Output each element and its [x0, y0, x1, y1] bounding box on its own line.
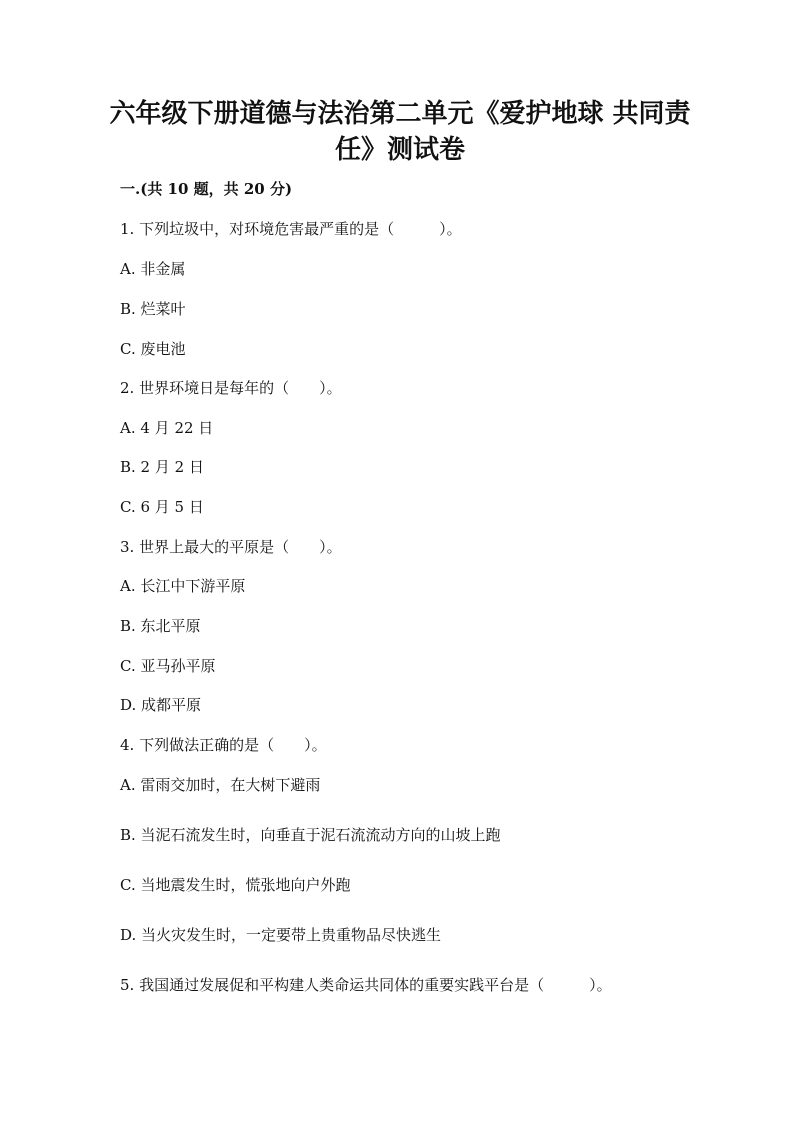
question-4-option-a: A. 雷雨交加时，在大树下避雨	[120, 776, 321, 794]
question-3-option-d: D. 成都平原	[120, 696, 202, 714]
question-2-option-b: B. 2 月 2 日	[120, 458, 204, 476]
question-4-stem: 4. 下列做法正确的是（ ）。	[120, 736, 327, 754]
question-2-option-c: C. 6 月 5 日	[120, 498, 204, 516]
question-4-option-d: D. 当火灾发生时，一定要带上贵重物品尽快逃生	[120, 926, 442, 944]
question-3-option-b: B. 东北平原	[120, 617, 201, 635]
question-1-option-b: B. 烂菜叶	[120, 300, 186, 318]
question-2-stem: 2. 世界环境日是每年的（ ）。	[120, 379, 342, 397]
question-3-option-c: C. 亚马孙平原	[120, 657, 216, 675]
question-3-option-a: A. 长江中下游平原	[120, 577, 246, 595]
question-4-option-c: C. 当地震发生时，慌张地向户外跑	[120, 876, 351, 894]
section-heading: 一.(共 10 题，共 20 分)	[120, 180, 293, 198]
question-5-stem: 5. 我国通过发展促和平构建人类命运共同体的重要实践平台是（ ）。	[120, 976, 612, 994]
question-1-option-c: C. 废电池	[120, 340, 186, 358]
question-3-stem: 3. 世界上最大的平原是（ ）。	[120, 538, 342, 556]
exam-title-line-2: 任》测试卷	[334, 135, 465, 165]
question-2-option-a: A. 4 月 22 日	[120, 419, 214, 437]
exam-title-line-1: 六年级下册道德与法治第二单元《爱护地球 共同责	[109, 99, 691, 129]
question-1-option-a: A. 非金属	[120, 260, 186, 278]
question-4-option-b: B. 当泥石流发生时，向垂直于泥石流流动方向的山坡上跑	[120, 826, 501, 844]
question-1-stem: 1. 下列垃圾中，对环境危害最严重的是（ ）。	[120, 220, 462, 238]
